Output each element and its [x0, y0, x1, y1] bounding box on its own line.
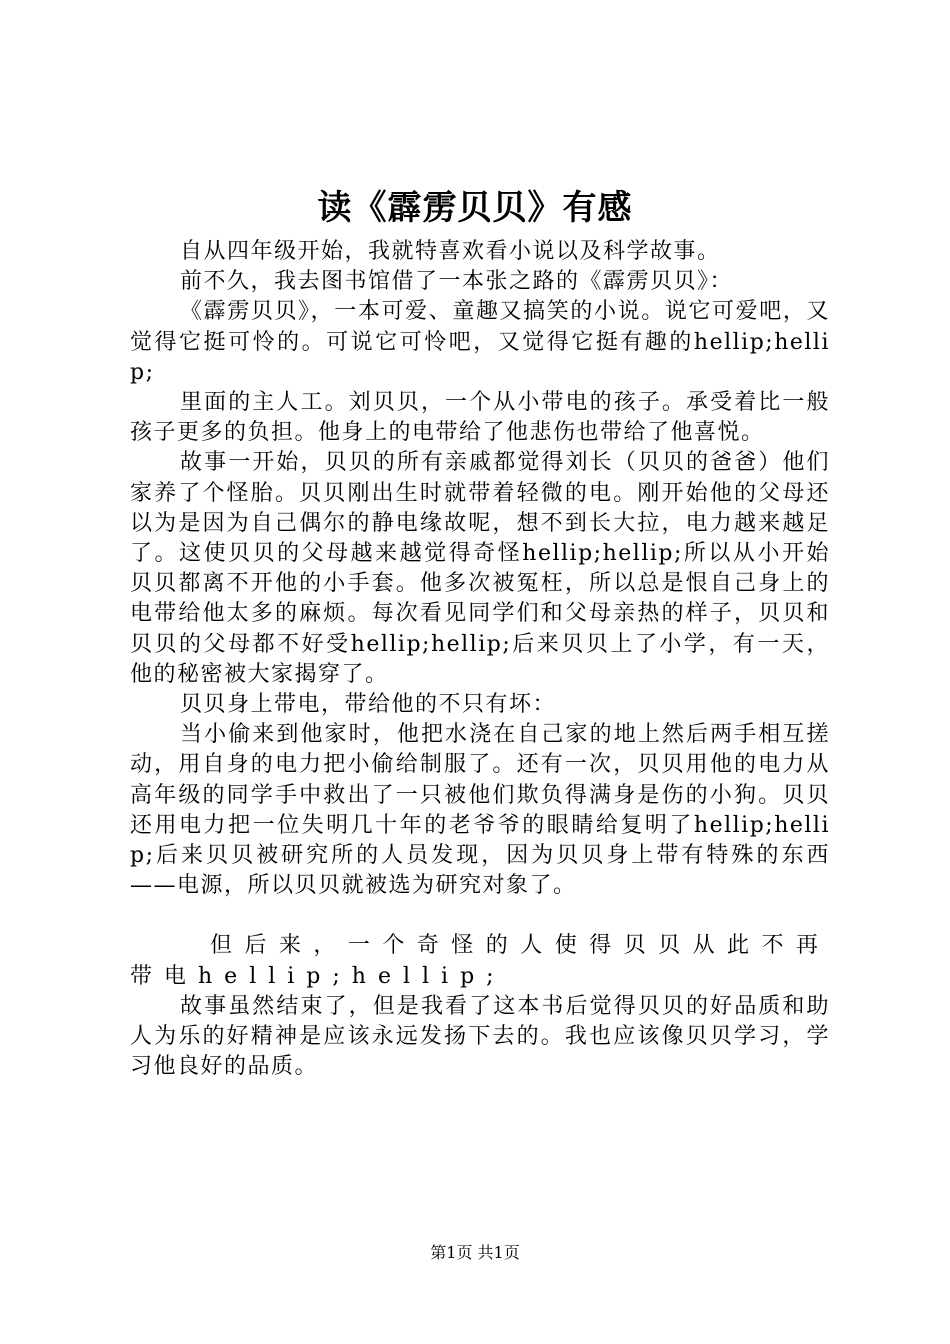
paragraph-9: 故事虽然结束了，但是我看了这本书后觉得贝贝的好品质和助人为乐的好精神是应该永远发扬下去的。我也应该像贝贝学习，学习他良好的品质。 — [130, 993, 830, 1080]
blank-line — [130, 901, 830, 931]
document-body — [130, 237, 830, 1082]
paragraph-8: 但后来，一个奇怪的人使得贝贝从此不再带电hellip;hellip; — [130, 933, 830, 989]
paragraph-3: 《霹雳贝贝》，一本可爱、童趣又搞笑的小说。说它可爱吧，又觉得它挺可怜的。可说它可怜吧，又觉得它挺有趣的hellip;hellip; — [130, 299, 830, 385]
paragraph-4: 里面的主人工。刘贝贝，一个从小带电的孩子。承受着比一般孩子更多的负担。他身上的电带给了他悲伤也带给了他喜悦。 — [130, 390, 830, 446]
paragraph-2: 前不久，我去图书馆借了一本张之路的《霹雳贝贝》： — [180, 269, 734, 295]
paragraph-1: 自从四年级开始，我就特喜欢看小说以及科学故事。 — [180, 239, 721, 264]
paragraph-7: 当小偷来到他家时，他把水浇在自己家的地上然后两手相互搓动，用自身的电力把小偷给制服了。还有一次，贝贝用他的电力从高年级的同学手中救出了一只被他们欺负得满身是伤的小狗。贝贝还用电力把一位失明几十年的老爷爷的眼睛给复明了hellip;hellip;后来贝贝被研究所的人员发现，因为贝贝身上带有特殊的东西——电源，所以贝贝就被选为研究对象了。 — [130, 722, 830, 899]
paragraph-6: 贝贝身上带电，带给他的不只有坏： — [180, 692, 557, 718]
paragraph-5: 故事一开始，贝贝的所有亲戚都觉得刘长（贝贝的爸爸）他们家养了个怪胎。贝贝刚出生时就带着轻微的电。刚开始他的父母还以为是因为自己偶尔的静电缘故呢，想不到长大拉，电力越来越足了。这使贝贝的父母越来越觉得奇怪hellip;hellip;所以从小开始贝贝都离不开他的小手套。他多次被冤枉，所以总是恨自己身上的电带给他太多的麻烦。每次看见同学们和父母亲热的样子，贝贝和贝贝的父母都不好受hellip;hellip;后来贝贝上了小学，有一天，他的秘密被大家揭穿了。 — [130, 450, 830, 687]
page-footer: 第1页 共1页 — [430, 1243, 520, 1262]
document-title: 读《霹雳贝贝》有感 — [317, 188, 633, 228]
